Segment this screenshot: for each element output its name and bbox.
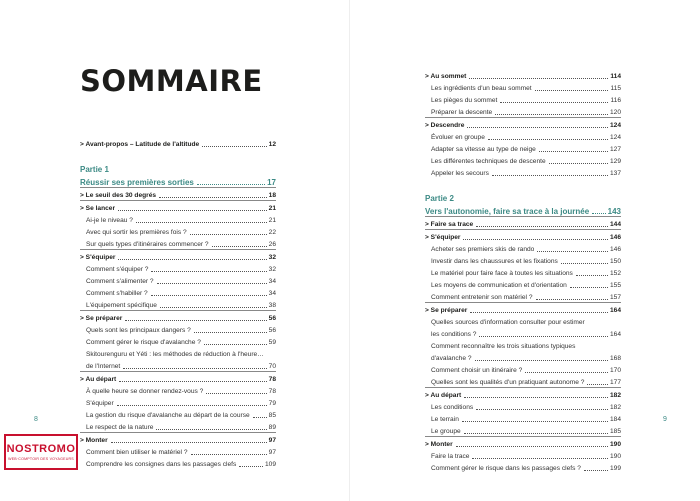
item-page: 97 [268,449,276,456]
toc-item-multiline-first[interactable] [425,339,621,351]
toc-section[interactable] [425,302,621,315]
item-title: À quelle heure se donner rendez-vous ? [86,388,204,395]
left-page-number: 8 [34,416,38,423]
leader-dots [151,295,267,296]
item-title: Comprendre les consignes dans les passages clefs [86,461,237,468]
item-page: 177 [609,379,621,386]
part-title[interactable] [80,174,276,187]
leader-dots [592,213,605,214]
item-title: Comment s'équiper ? [86,266,149,273]
leader-dots [470,312,608,313]
entry-page: 12 [268,141,276,148]
leader-dots [476,409,608,410]
toc-section[interactable] [80,371,276,384]
leader-dots [212,246,267,247]
toc-item[interactable] [425,363,621,375]
leader-dots [156,429,266,430]
toc-item[interactable] [80,408,276,420]
section-title: > Faire sa trace [425,221,474,228]
item-title: Les différentes techniques de descente [431,158,546,165]
item-page: 59 [268,339,276,346]
item-page: 129 [609,158,621,165]
logo-tagline: WEB·COMPTOIR DES VOYAGEURS [8,457,74,461]
section-page: 21 [268,205,276,212]
leader-dots [136,222,267,223]
item-page: 120 [609,109,621,116]
toc-item-multiline-second[interactable] [425,351,621,363]
toc-item[interactable] [425,93,621,105]
item-page: 152 [609,270,621,277]
leader-dots [584,470,608,471]
toc-section[interactable] [80,249,276,262]
item-title: La gestion du risque d'avalanche au départ de la course [86,412,250,419]
section-page: 32 [268,254,276,261]
item-page: 185 [609,428,621,435]
item-page: 124 [609,134,621,141]
leader-dots [206,393,266,394]
toc-item[interactable] [425,154,621,166]
section-title: > Monter [80,437,108,444]
leader-dots [160,307,267,308]
item-page: 150 [609,258,621,265]
part-title[interactable] [425,203,621,216]
leader-dots [587,384,608,385]
section-title: > S'équiper [80,254,116,261]
item-page: 115 [610,85,621,92]
item-title: Le respect de la nature [86,424,154,431]
leader-dots [525,372,608,373]
item-title: Les pièges du sommet [431,97,498,104]
toc-item[interactable] [80,396,276,408]
item-title: Le groupe [431,428,461,435]
item-page: 146 [609,246,621,253]
section-page: 146 [609,234,621,241]
toc-item[interactable] [425,424,621,436]
toc-item[interactable] [425,412,621,424]
item-page: 85 [268,412,276,419]
section-page: 97 [268,437,276,444]
section-page: 114 [610,73,621,80]
item-page: 164 [609,331,621,338]
section-page: 164 [609,307,621,314]
item-page: 78 [268,388,276,395]
section-page: 190 [609,441,621,448]
leader-dots [464,433,608,434]
leader-dots [253,417,267,418]
leader-dots [151,271,266,272]
leader-dots [537,251,608,252]
item-page: 109 [264,461,276,468]
toc-right-column [425,69,621,473]
item-page: 182 [609,404,621,411]
leader-dots [190,234,267,235]
toc-section[interactable] [80,187,276,200]
leader-dots [488,139,608,140]
section-title: > Descendre [425,122,465,129]
item-title: Les moyens de communication et d'orientation [431,282,567,289]
toc-item[interactable] [425,290,621,302]
toc-item[interactable] [80,274,276,286]
item-title: Faire la trace [431,453,470,460]
leader-dots [479,336,608,337]
leader-dots [111,442,267,443]
toc-item[interactable] [425,166,621,178]
toc-item[interactable] [80,420,276,432]
item-page: 89 [268,424,276,431]
item-title: Skitourenguru et Yéti : les méthodes de réduction à l'heure… [86,351,264,358]
section-title: > Au départ [80,376,117,383]
leader-dots [495,114,608,115]
toc-section[interactable] [80,432,276,445]
leader-dots [475,360,608,361]
item-title: Comment bien utiliser le matériel ? [86,449,188,456]
toc-item[interactable] [425,105,621,117]
leader-dots [467,127,608,128]
item-title: Acheter ses premiers skis de rando [431,246,535,253]
toc-item[interactable] [80,237,276,249]
item-page: 155 [609,282,621,289]
item-page: 127 [609,146,621,153]
toc-item[interactable] [80,298,276,310]
toc-item[interactable] [80,323,276,335]
leader-dots [204,344,267,345]
toc-item-multiline-second[interactable] [80,359,276,371]
part-title-page: 17 [267,178,276,187]
toc-item[interactable] [425,130,621,142]
toc-item[interactable] [80,445,276,457]
section-title: > Monter [425,441,453,448]
item-title: Quelles sont les qualités d'un pratiquant autonome ? [431,379,585,386]
leader-dots [117,405,267,406]
leader-dots [194,332,267,333]
item-page: 168 [609,355,621,362]
leader-dots [456,446,608,447]
entry-title: > Avant-propos – Latitude de l'altitude [80,141,200,148]
item-title: les conditions ? [431,331,477,338]
toc-item[interactable] [425,266,621,278]
leader-dots [118,210,267,211]
section-page: 182 [609,392,621,399]
leader-dots [561,263,608,264]
leader-dots [539,151,608,152]
section-title: > Se préparer [80,315,123,322]
section-title: > Se préparer [425,307,468,314]
item-title: S'équiper [86,400,114,407]
item-page: 190 [609,453,621,460]
toc-item[interactable] [425,81,621,93]
toc-item[interactable] [425,254,621,266]
toc-item[interactable] [425,142,621,154]
toc-item[interactable] [80,225,276,237]
item-title: Le terrain [431,416,459,423]
section-title: > Au sommet [425,73,467,80]
toc-left-column [80,137,276,469]
part-title-text: Réussir ses premières sorties [80,178,194,187]
item-title: Comment reconnaître les trois situations typiques [431,343,576,350]
toc-item[interactable] [425,400,621,412]
leader-dots [159,197,267,198]
item-title: Quelles sources d'information consulter pour estimer [431,319,585,326]
leader-dots [476,226,608,227]
leader-dots [549,163,608,164]
toc-section[interactable] [425,436,621,449]
section-page: 56 [268,315,276,322]
toc-section[interactable] [425,216,621,229]
section-page: 124 [609,122,621,129]
toc-item[interactable] [425,242,621,254]
item-title: Comment choisir un itinéraire ? [431,367,523,374]
part-title-text: Vers l'autonomie, faire sa trace à la journée [425,207,590,216]
item-title: Les ingrédients d'un beau sommet [431,85,532,92]
item-title: Les conditions [431,404,474,411]
item-page: 22 [268,229,276,236]
leader-dots [157,283,267,284]
leader-dots [123,368,266,369]
leader-dots [125,320,266,321]
toc-item[interactable] [80,262,276,274]
section-title: > Au départ [425,392,462,399]
item-title: Adapter sa vitesse au type de neige [431,146,536,153]
leader-dots [202,146,266,147]
item-title: L'équipement spécifique [86,302,157,309]
toc-item[interactable] [80,457,276,469]
toc-item[interactable] [425,278,621,290]
leader-dots [464,397,608,398]
leader-dots [462,421,608,422]
section-page: 78 [268,376,276,383]
part-label: Partie 1 [80,165,109,174]
page-title: SOMMAIRE [80,64,263,98]
leader-dots [492,175,608,176]
toc-item[interactable] [425,375,621,387]
toc-item-multiline-first[interactable] [80,347,276,359]
leader-dots [197,184,265,185]
item-title: Comment entretenir son matériel ? [431,294,533,301]
leader-dots [239,466,263,467]
logo-name: NOSTROMO [6,443,76,455]
item-page: 34 [268,278,276,285]
item-title: Comment s'habiller ? [86,290,148,297]
item-page: 137 [609,170,621,177]
leader-dots [500,102,608,103]
item-page: 199 [609,465,621,472]
leader-dots [191,454,267,455]
leader-dots [469,78,608,79]
toc-item[interactable] [425,449,621,461]
toc-entry-avant-propos[interactable] [80,137,276,149]
item-page: 38 [268,302,276,309]
toc-item[interactable] [80,286,276,298]
toc-section[interactable] [425,69,621,81]
item-title: d'avalanche ? [431,355,472,362]
item-title: Préparer la descente [431,109,493,116]
leader-dots [118,259,266,260]
section-title: > S'équiper [425,234,461,241]
item-title: de l'Internet [86,363,121,370]
item-page: 170 [609,367,621,374]
toc-item[interactable] [80,213,276,225]
nostromo-logo [4,434,78,470]
toc-section[interactable] [425,229,621,242]
toc-section[interactable] [425,117,621,130]
page-gutter [349,0,350,501]
toc-item[interactable] [425,461,621,473]
section-title: > Le seuil des 30 degrés [80,192,157,199]
item-page: 32 [268,266,276,273]
item-page: 56 [268,327,276,334]
leader-dots [463,239,608,240]
item-page: 116 [610,97,621,104]
leader-dots [536,299,608,300]
item-title: Comment gérer le risque d'avalanche ? [86,339,201,346]
section-page: 18 [268,192,276,199]
leader-dots [570,287,608,288]
leader-dots [472,458,608,459]
item-page: 157 [609,294,621,301]
toc-item[interactable] [80,384,276,396]
item-page: 26 [268,241,276,248]
item-title: Le matériel pour faire face à toutes les situations [431,270,573,277]
part-label: Partie 2 [425,194,454,203]
part-title-page: 143 [607,207,621,216]
leader-dots [576,275,608,276]
leader-dots [535,90,609,91]
section-title: > Se lancer [80,205,116,212]
toc-section[interactable] [425,387,621,400]
item-title: Comment s'alimenter ? [86,278,154,285]
item-title: Sur quels types d'itinéraires commencer ? [86,241,209,248]
toc-section[interactable] [80,200,276,213]
item-title: Ai-je le niveau ? [86,217,133,224]
leader-dots [119,381,266,382]
item-page: 34 [268,290,276,297]
item-page: 79 [268,400,276,407]
item-page: 184 [609,416,621,423]
section-page: 144 [609,221,621,228]
item-title: Quels sont les principaux dangers ? [86,327,191,334]
toc-item-multiline-first[interactable] [425,315,621,327]
item-title: Investir dans les chaussures et les fixations [431,258,558,265]
right-page-number: 9 [663,416,667,423]
item-title: Appeler les secours [431,170,489,177]
toc-section[interactable] [80,310,276,323]
item-title: Avec qui sortir les premières fois ? [86,229,187,236]
item-title: Évoluer en groupe [431,134,485,141]
item-page: 21 [268,217,276,224]
item-title: Comment gérer le risque dans les passages clefs ? [431,465,581,472]
item-page: 70 [268,363,276,370]
toc-item-multiline-second[interactable] [425,327,621,339]
toc-item[interactable] [80,335,276,347]
